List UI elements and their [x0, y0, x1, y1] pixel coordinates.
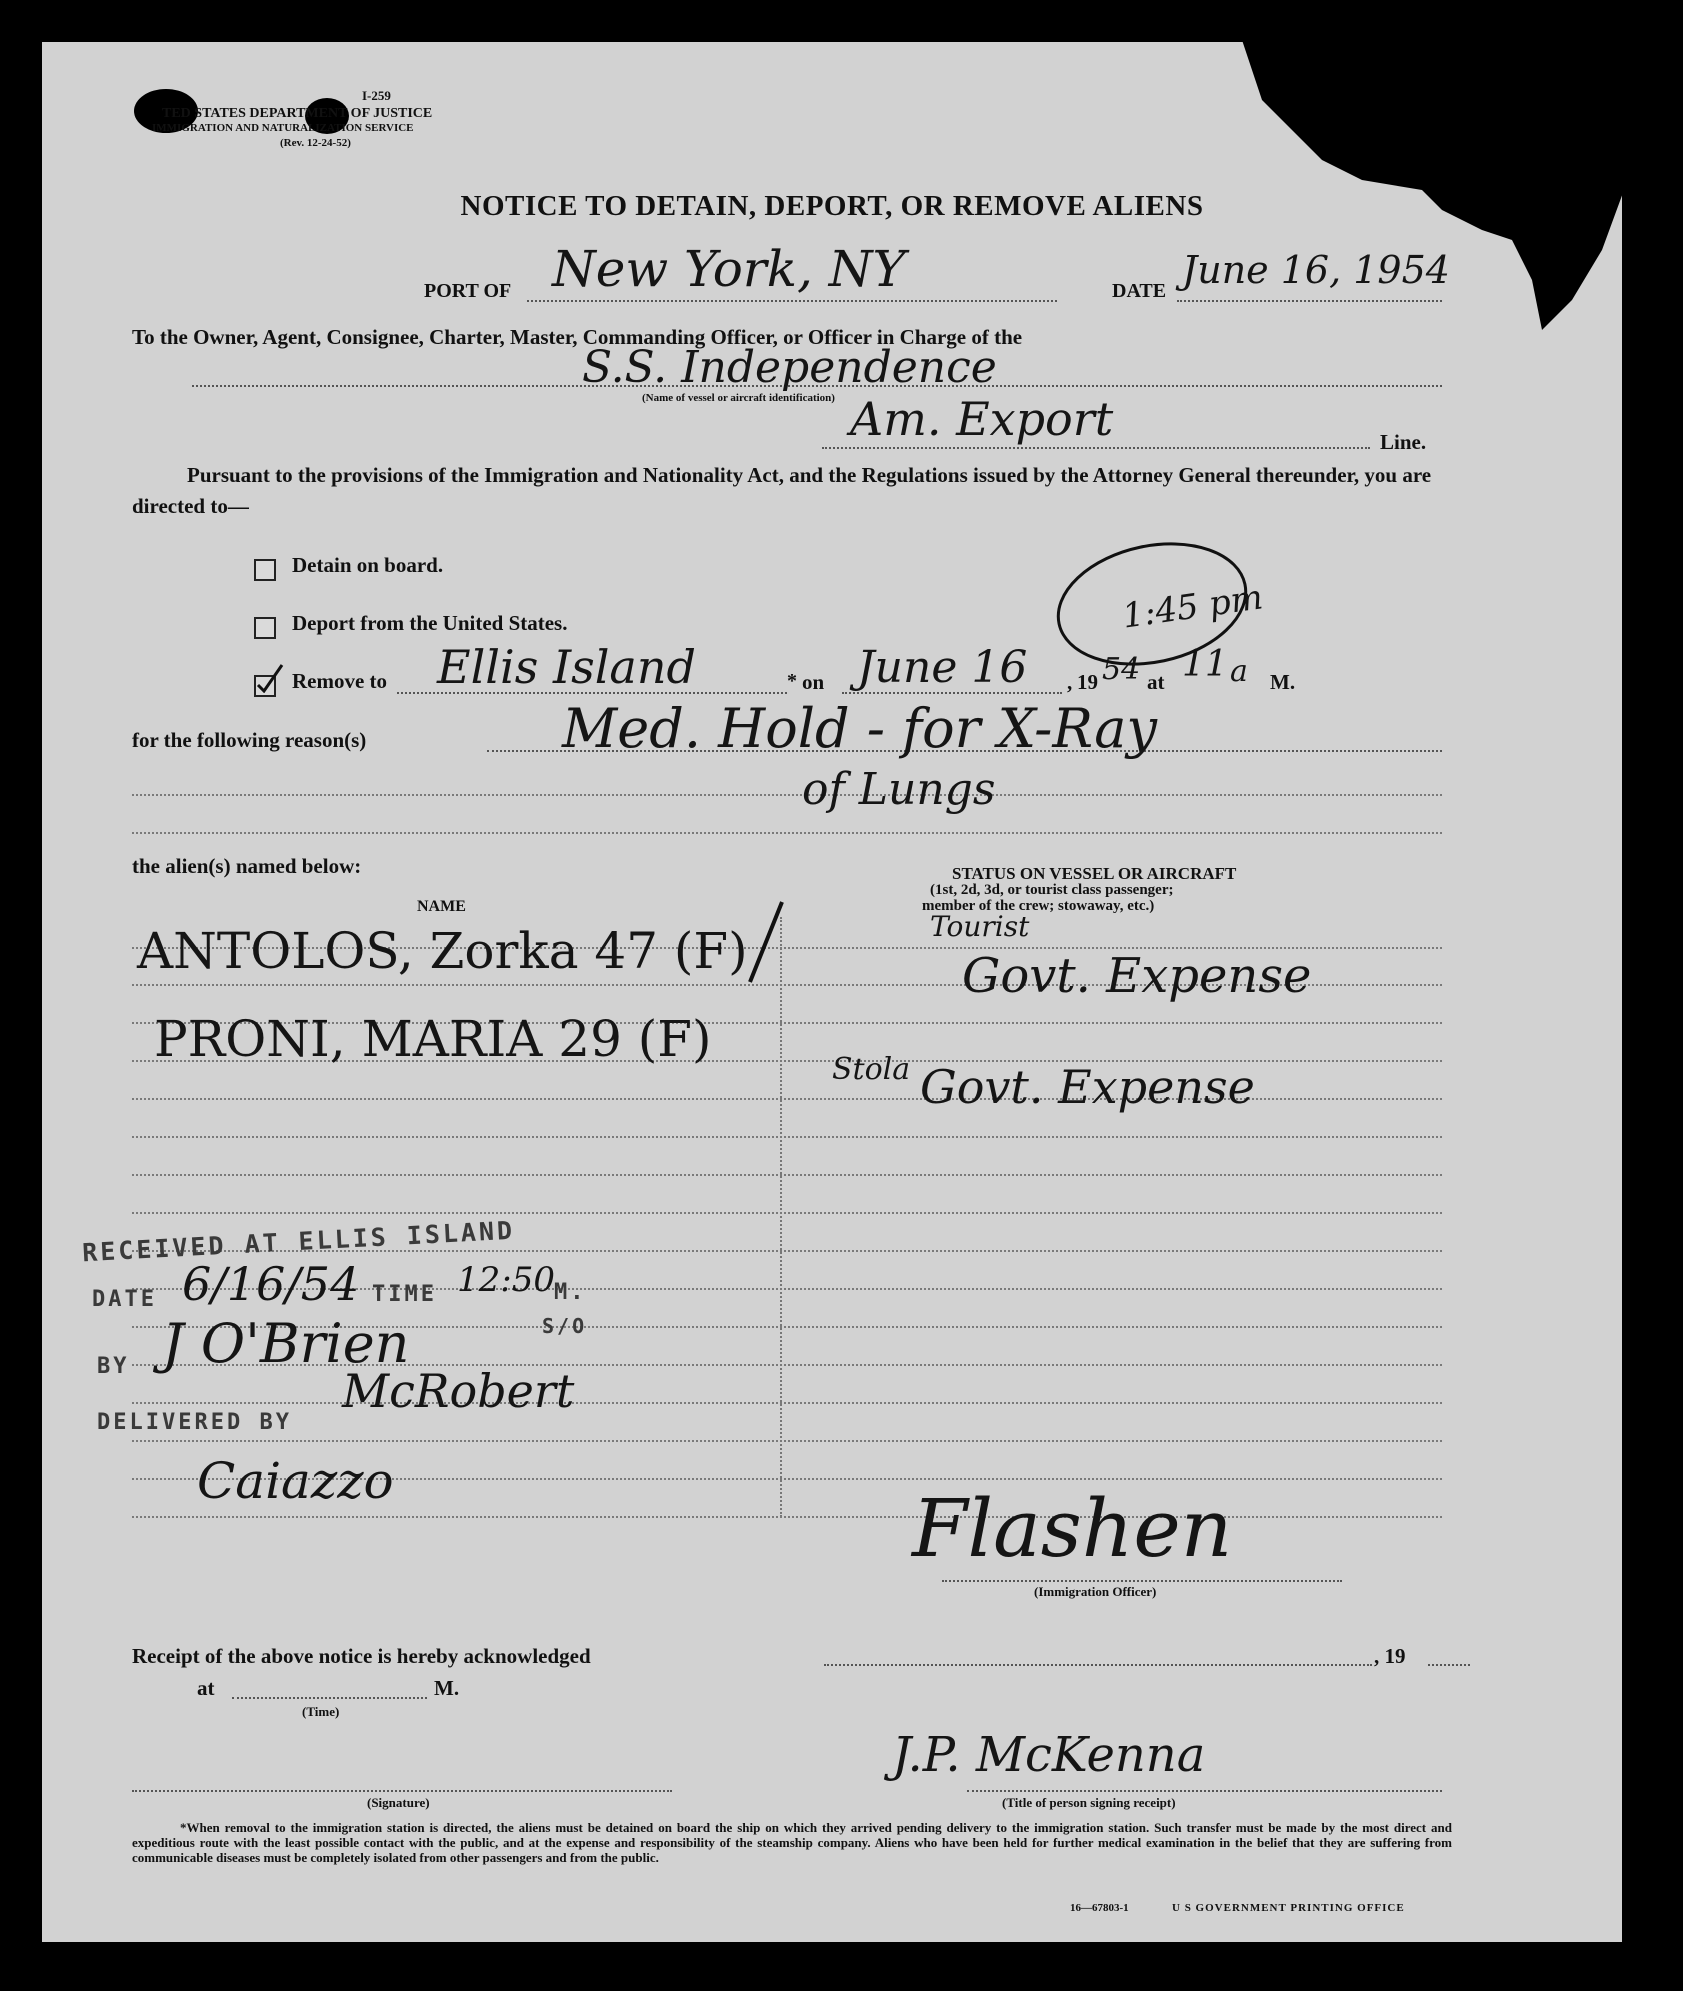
line-line	[822, 447, 1370, 449]
removal-on-label: on	[802, 670, 825, 694]
receipt-year-line	[1428, 1664, 1470, 1666]
line-value: Am. Export	[850, 392, 1114, 446]
form-revision: (Rev. 12-24-52)	[280, 137, 351, 149]
detain-label: Detain on board.	[292, 553, 444, 577]
check-mark-icon	[254, 663, 284, 693]
remove-checkbox[interactable]	[254, 675, 276, 697]
removal-date: June 16	[857, 642, 1028, 693]
stamp-by-label: BY	[97, 1354, 130, 1379]
receipt-date-line	[824, 1664, 1372, 1666]
aliens-label: the alien(s) named below:	[132, 854, 362, 878]
reason-text-1: Med. Hold - for X-Ray	[562, 697, 1158, 760]
reason-line-3	[132, 832, 1442, 834]
receipt-signature-line	[132, 1790, 672, 1792]
printer-office: U S GOVERNMENT PRINTING OFFICE	[1172, 1902, 1405, 1914]
deport-checkbox[interactable]	[254, 617, 276, 639]
status-sub-1: (1st, 2d, 3d, or tourist class passenger;	[930, 882, 1174, 898]
removal-year: 54	[1102, 652, 1141, 687]
removal-year-prefix: 19	[1077, 670, 1098, 694]
vessel-value: S.S. Independence	[582, 342, 997, 393]
officer-caption: (Immigration Officer)	[1034, 1584, 1157, 1599]
addressee-text: To the Owner, Agent, Consignee, Charter, Master, Commanding Officer, or Officer in Charge of the	[132, 325, 1023, 349]
detain-checkbox[interactable]	[254, 559, 276, 581]
stamp-time-label: TIME	[372, 1282, 437, 1307]
received-stamp: RECEIVED AT ELLIS ISLAND	[81, 1215, 516, 1268]
stamp-date-value: 6/16/54	[182, 1257, 360, 1311]
removal-time: 11	[1182, 644, 1228, 685]
stamp-delivered-value: McRobert	[342, 1364, 575, 1418]
reason-text-2: of Lungs	[802, 764, 996, 815]
removal-m-label: M.	[1270, 670, 1296, 694]
receipt-signer: J.P. McKenna	[892, 1727, 1206, 1783]
form-number: I-259	[362, 88, 391, 103]
alien-1-status-prefix: Tourist	[930, 910, 1030, 943]
remove-label: Remove to	[292, 669, 388, 693]
stamp-m-label: M.	[554, 1280, 587, 1305]
port-label: PORT OF	[424, 280, 512, 302]
footnote: *When removal to the immigration station is directed, the aliens must be detained on board the ship on which they arrived pending delivery to the immigration station. Such transfer must be made by the most direct and expeditious route with the least possible contact with the public, and at the expense and responsibility of the steamship company. Aliens who have been held for further medical examination in the belief that they are suffering from communicable diseases must be completely isolated from other passengers and from the public.	[132, 1820, 1452, 1865]
slash-mark	[742, 897, 792, 987]
reasons-label: for the following reason(s)	[132, 728, 367, 752]
name-header: NAME	[417, 898, 466, 915]
vessel-caption: (Name of vessel or aircraft identification)	[642, 392, 835, 404]
form-page: I-259 TED STATES DEPARTMENT OF JUSTICE IMMIGRATION AND NATURALIZATION SERVICE (Rev. 12-24-52) NOTICE TO DETAIN, DEPORT, OR REMOVE ALIENS PORT OF New York, NY DATE June 16, 1954 To the Owner, Agent, Consignee, Charter, Master, Commanding Officer, or Officer in Charge of the S.S. Independence (Name of vessel or aircraft identification) Am. Export Line. Pursuant to the provisions of the Immigration and Nationality Act, and the Regulations issued by the Attorney General thereunder, you are directed to— Detain on board. Deport from the United States. Remove to Ellis Island * on June 16 , 19 54 at 11 a M. 1:45 pm for the following reason(s) Med. Hold - for X-Ray of Lungs the alien(s) named below: NAME STATUS ON VESSEL OR AIRCRAFT (1st, 2d, 3d, or tourist class passenger; member of the crew; stowaway, etc.) ANTOLOS, Zorka 47 (F) Tourist Govt. Expense PRONI, MARIA 29 (F) Stola Govt. Expense RECEIVED AT ELLIS ISLAND DATE 6/16/54 TIME 12:50 M. BY J O'Brien S/O DELIVERED BY McRobert Caiazzo Flashen (Immigration Officer) Receipt of the above notice is hereby acknowledged , 19 at M. (Time) J.P. McKenna (Signature) (Title of person signing receipt) *When removal to the immigration station is directed, the aliens must be detained on board the ship on which they arrived pending delivery to the immigration station. Such transfer must be made by the most direct and expeditious route with the least possible contact with the public, and at the expense and responsibility of the steamship company. Aliens who have been held for further medical examination in the belief that they are suffering from communicable diseases must be completely isolated from other passengers and from the public. 16—67803-1 U S GOVERNMENT PRINTING OFFICE	[42, 42, 1622, 1942]
alien-1-status: Govt. Expense	[962, 948, 1312, 1004]
form-title: NOTICE TO DETAIN, DEPORT, OR REMOVE ALIENS	[460, 190, 1204, 222]
port-line	[527, 300, 1057, 302]
alien-1-name: ANTOLOS, Zorka 47 (F)	[137, 922, 748, 980]
stamp-by-value: J O'Brien	[162, 1312, 410, 1375]
column-divider	[780, 917, 782, 1517]
status-header: STATUS ON VESSEL OR AIRCRAFT	[952, 864, 1237, 883]
receipt-year-prefix: , 19	[1374, 1644, 1406, 1668]
printer-code: 16—67803-1	[1070, 1902, 1129, 1914]
port-value: New York, NY	[552, 240, 906, 298]
pursuant-text: Pursuant to the provisions of the Immigration and Nationality Act, and the Regulations issued by the Attorney General thereunder, you are directed to—	[132, 463, 1432, 518]
removal-place: Ellis Island	[437, 640, 696, 694]
circled-note: 1:45 pm	[1119, 577, 1266, 637]
service-name: IMMIGRATION AND NATURALIZATION SERVICE	[152, 122, 414, 134]
stamp-extra: Caiazzo	[197, 1452, 394, 1510]
deport-label: Deport from the United States.	[292, 611, 568, 635]
stamp-delivered-label: DELIVERED BY	[97, 1410, 292, 1435]
stamp-date-label: DATE	[92, 1287, 157, 1312]
receipt-title-line	[967, 1790, 1442, 1792]
receipt-time-caption: (Time)	[302, 1704, 340, 1719]
receipt-at-label: at	[197, 1676, 215, 1700]
stamp-so-label: S/O	[542, 1314, 588, 1338]
stamp-time-value: 12:50	[457, 1260, 555, 1300]
receipt-title-caption: (Title of person signing receipt)	[1002, 1795, 1176, 1810]
alien-2-name: PRONI, MARIA 29 (F)	[154, 1010, 712, 1068]
department-name: TED STATES DEPARTMENT OF JUSTICE	[162, 106, 433, 121]
reason-line-2	[132, 794, 1442, 796]
receipt-text: Receipt of the above notice is hereby acknowledged	[132, 1644, 591, 1668]
date-value: June 16, 1954	[1182, 248, 1450, 292]
receipt-signature-caption: (Signature)	[367, 1795, 430, 1810]
date-label: DATE	[1112, 280, 1167, 302]
date-line	[1177, 300, 1442, 302]
alien-2-status: Govt. Expense	[920, 1060, 1255, 1114]
line-label: Line.	[1380, 430, 1427, 454]
removal-ampm: a	[1230, 654, 1248, 689]
removal-at-label: at	[1147, 670, 1165, 694]
receipt-m-label: M.	[434, 1676, 460, 1700]
alien-2-status-prefix: Stola	[832, 1052, 911, 1087]
officer-signature: Flashen	[912, 1482, 1233, 1575]
receipt-time-line	[232, 1697, 427, 1699]
officer-line	[942, 1580, 1342, 1582]
status-sub-2: member of the crew; stowaway, etc.)	[922, 898, 1155, 914]
